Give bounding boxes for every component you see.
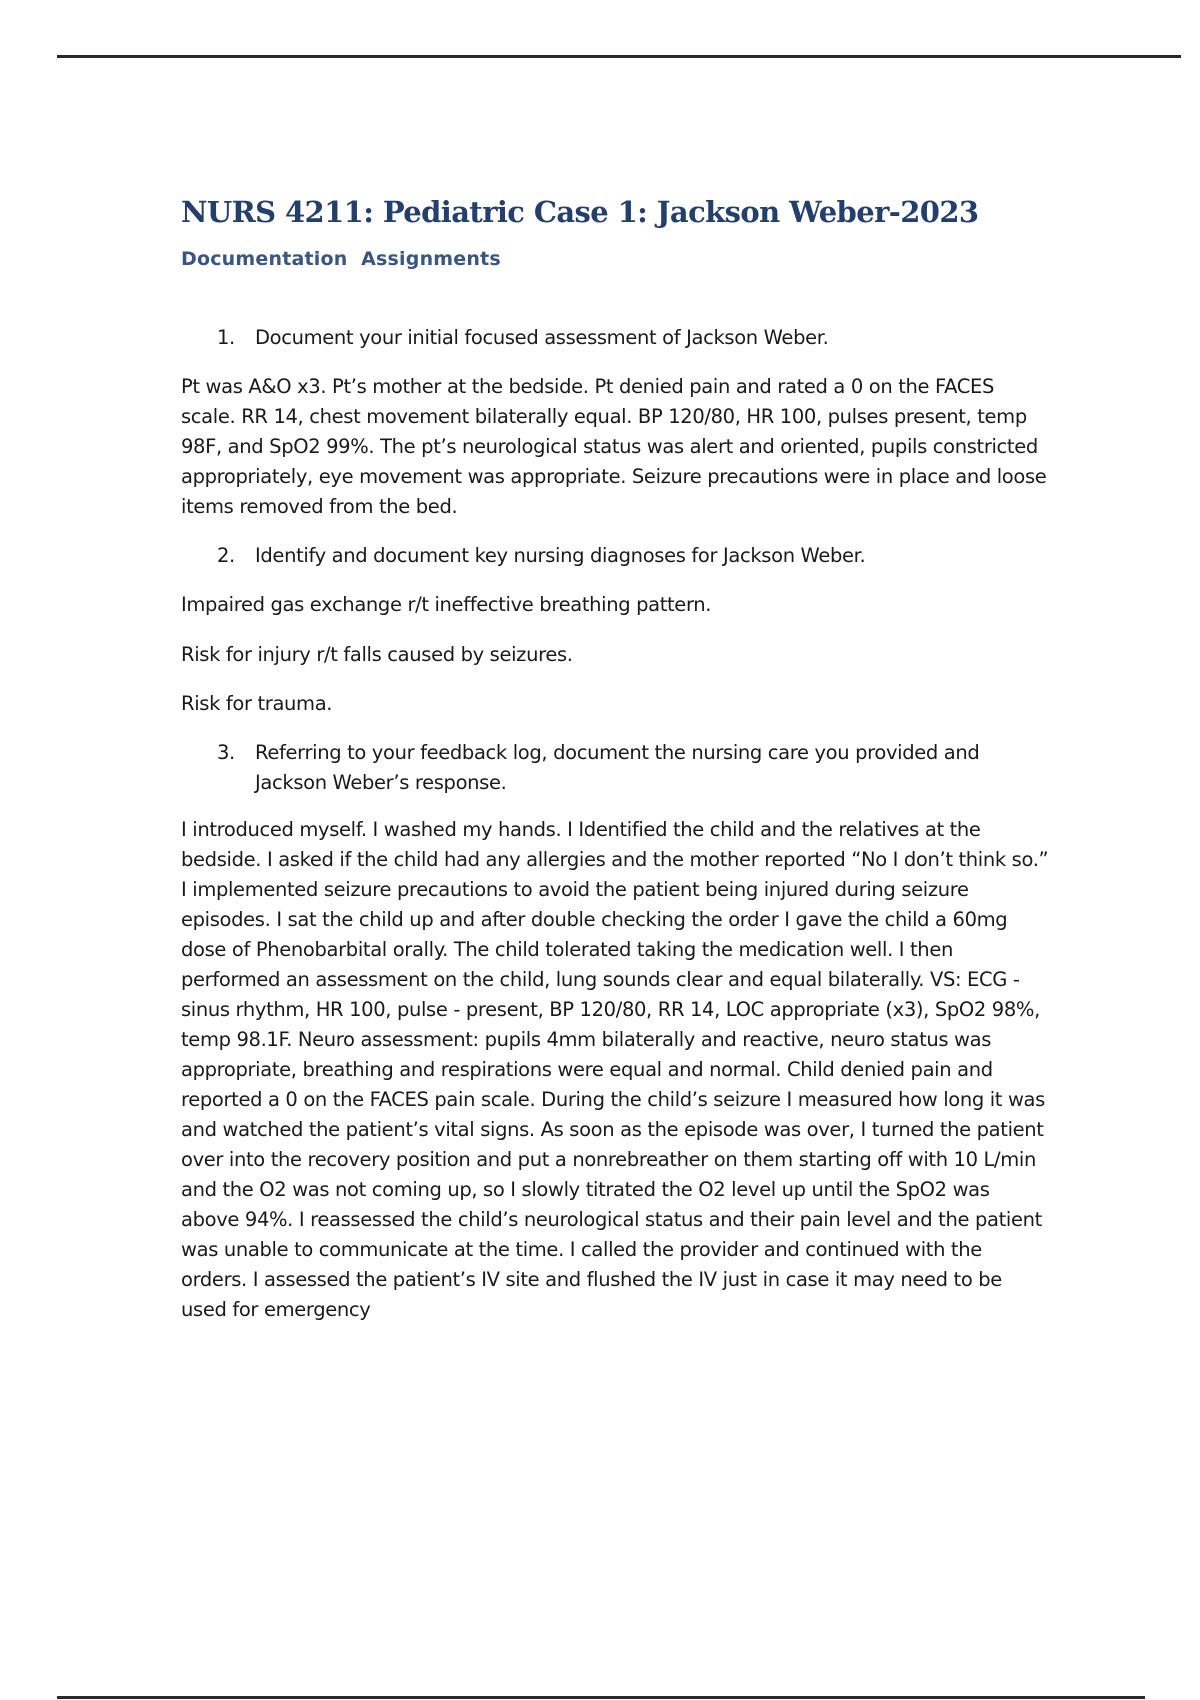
nursing-diagnosis-3: Risk for trauma.	[181, 692, 333, 715]
question-3	[181, 738, 1051, 798]
question-number: 1.	[217, 326, 235, 349]
document-page	[181, 192, 1051, 1325]
section-heading: Documentation Assignments	[181, 248, 501, 270]
question-text: Identify and document key nursing diagnoses for Jackson Weber.	[255, 544, 866, 567]
header-rule	[57, 55, 1181, 58]
question-text: Document your initial focused assessment of Jackson Weber.	[255, 326, 829, 349]
question-text: Referring to your feedback log, document the nursing care you provided and Jackson Weber’s response.	[255, 741, 980, 794]
question-number: 3.	[217, 741, 235, 764]
footer-rule	[57, 1696, 1145, 1699]
nursing-diagnosis-2: Risk for injury r/t falls caused by seizures.	[181, 643, 573, 666]
document-title: NURS 4211: Pediatric Case 1: Jackson Weber-2023	[181, 195, 979, 229]
question-number: 2.	[217, 544, 235, 567]
question-1	[181, 323, 1051, 353]
answer-1-paragraph: Pt was A&O x3. Pt’s mother at the bedside. Pt denied pain and rated a 0 on the FACES scale. RR 14, chest movement bilaterally equal. BP 120/80, HR 100, pulses present, temp 98F, and SpO2 99%. The pt’s neurological status was alert and oriented, pupils constricted appropriately, eye movement was appropriate. Seizure precautions were in place and loose items removed from the bed.	[181, 375, 1047, 518]
nursing-diagnosis-1: Impaired gas exchange r/t ineffective breathing pattern.	[181, 593, 712, 616]
answer-3-paragraph: I introduced myself. I washed my hands. I Identified the child and the relatives at the bedside. I asked if the child had any allergies and the mother reported “No I don’t think so.” I implemented seizure precautions to avoid the patient being injured during seizure episodes. I sat the child up and after double checking the order I gave the child a 60mg dose of Phenobarbital orally. The child tolerated taking the medication well. I then performed an assessment on the child, lung sounds clear and equal bilaterally. VS: ECG - sinus rhythm, HR 100, pulse - present, BP 120/80, RR 14, LOC appropriate (x3), SpO2 98%, temp 98.1F. Neuro assessment: pupils 4mm bilaterally and reactive, neuro status was appropriate, breathing and respirations were equal and normal. Child denied pain and reported a 0 on the FACES pain scale. During the child’s seizure I measured how long it was and watched the patient’s vital signs. As soon as the episode was over, I turned the patient over into the recovery position and put a nonrebreather on them starting off with 10 L/min and the O2 was not coming up, so I slowly titrated the O2 level up until the SpO2 was above 94%. I reassessed the child’s neurological status and their pain level and the patient was unable to communicate at the time. I called the provider and continued with the orders. I assessed the patient’s IV site and flushed the IV just in case it may need to be used for emergency	[181, 818, 1049, 1321]
question-2	[181, 541, 1051, 571]
